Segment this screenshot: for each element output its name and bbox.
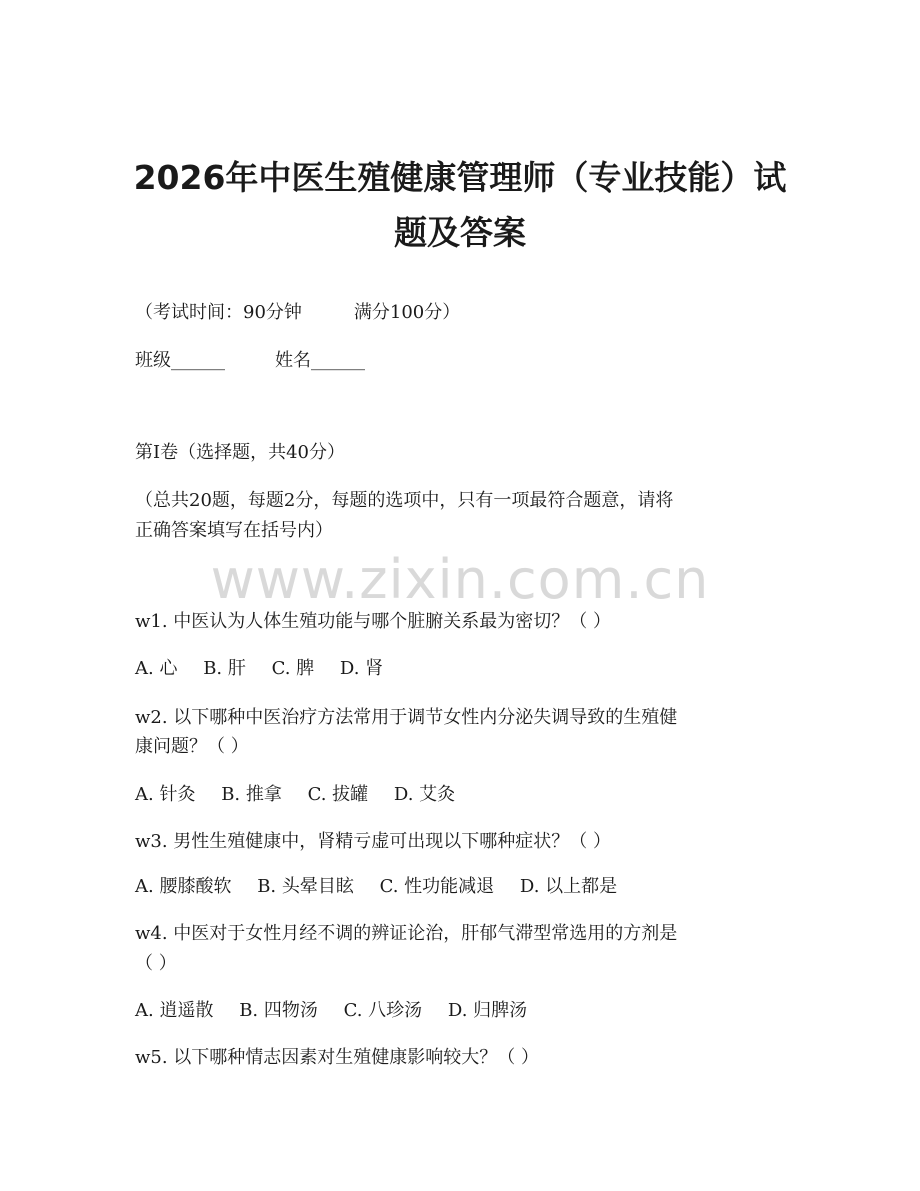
option-a: A. 针灸 bbox=[135, 784, 196, 805]
option-d: D. 肾 bbox=[339, 658, 384, 679]
class-field: 班级______ bbox=[135, 350, 225, 371]
option-d: D. 艾灸 bbox=[393, 784, 456, 805]
question-1-text: w1. 中医认为人体生殖功能与哪个脏腑关系最为密切？（ ） bbox=[135, 611, 612, 632]
question-3-text: w3. 男性生殖健康中，肾精亏虚可出现以下哪种症状？（ ） bbox=[135, 831, 612, 852]
name-field: 姓名______ bbox=[275, 350, 365, 371]
question-4-options bbox=[135, 994, 527, 1028]
title-line-1: 2026年中医生殖健康管理师（专业技能）试 bbox=[133, 158, 787, 197]
option-c: C. 拔罐 bbox=[307, 784, 369, 805]
question-2-text-line-1: w2. 以下哪种中医治疗方法常用于调节女性内分泌失调导致的生殖健 bbox=[135, 707, 678, 728]
option-b: B. 肝 bbox=[203, 658, 246, 679]
exam-score: 满分100分） bbox=[353, 302, 461, 323]
option-c: C. 性功能减退 bbox=[379, 876, 495, 897]
exam-info bbox=[135, 296, 460, 330]
question-5-text: w5. 以下哪种情志因素对生殖健康影响较大？（ ） bbox=[135, 1047, 540, 1068]
option-c: C. 脾 bbox=[271, 658, 315, 679]
section-instructions-line-1: （总共20题，每题2分，每题的选项中，只有一项最符合题意，请将 bbox=[135, 490, 674, 511]
question-2-text-line-2: 康问题？（ ） bbox=[135, 736, 249, 757]
option-a: A. 腰膝酸软 bbox=[135, 876, 232, 897]
section-instructions-line-2: 正确答案填写在括号内） bbox=[135, 520, 333, 541]
option-a: A. 逍遥散 bbox=[135, 1000, 214, 1021]
question-4-text-line-1: w4. 中医对于女性月经不调的辨证论治，肝郁气滞型常选用的方剂是 bbox=[135, 923, 678, 944]
student-info bbox=[135, 344, 365, 378]
question-3-options bbox=[135, 870, 617, 904]
option-d: D. 归脾汤 bbox=[447, 1000, 528, 1021]
section-heading: 第Ⅰ卷（选择题，共40分） bbox=[135, 442, 346, 463]
title-line-2: 题及答案 bbox=[394, 213, 526, 252]
option-b: B. 头晕目眩 bbox=[257, 876, 354, 897]
option-c: C. 八珍汤 bbox=[343, 1000, 423, 1021]
watermark: www.zixin.com.cn bbox=[210, 548, 710, 611]
option-b: B. 推拿 bbox=[221, 784, 282, 805]
question-4-text-line-2: （ ） bbox=[135, 953, 177, 974]
option-b: B. 四物汤 bbox=[239, 1000, 318, 1021]
option-a: A. 心 bbox=[135, 658, 178, 679]
question-2-options bbox=[135, 778, 455, 812]
question-1-options bbox=[135, 652, 383, 686]
option-d: D. 以上都是 bbox=[519, 876, 618, 897]
document-title bbox=[100, 150, 820, 260]
exam-time: （考试时间：90分钟 bbox=[135, 302, 302, 323]
